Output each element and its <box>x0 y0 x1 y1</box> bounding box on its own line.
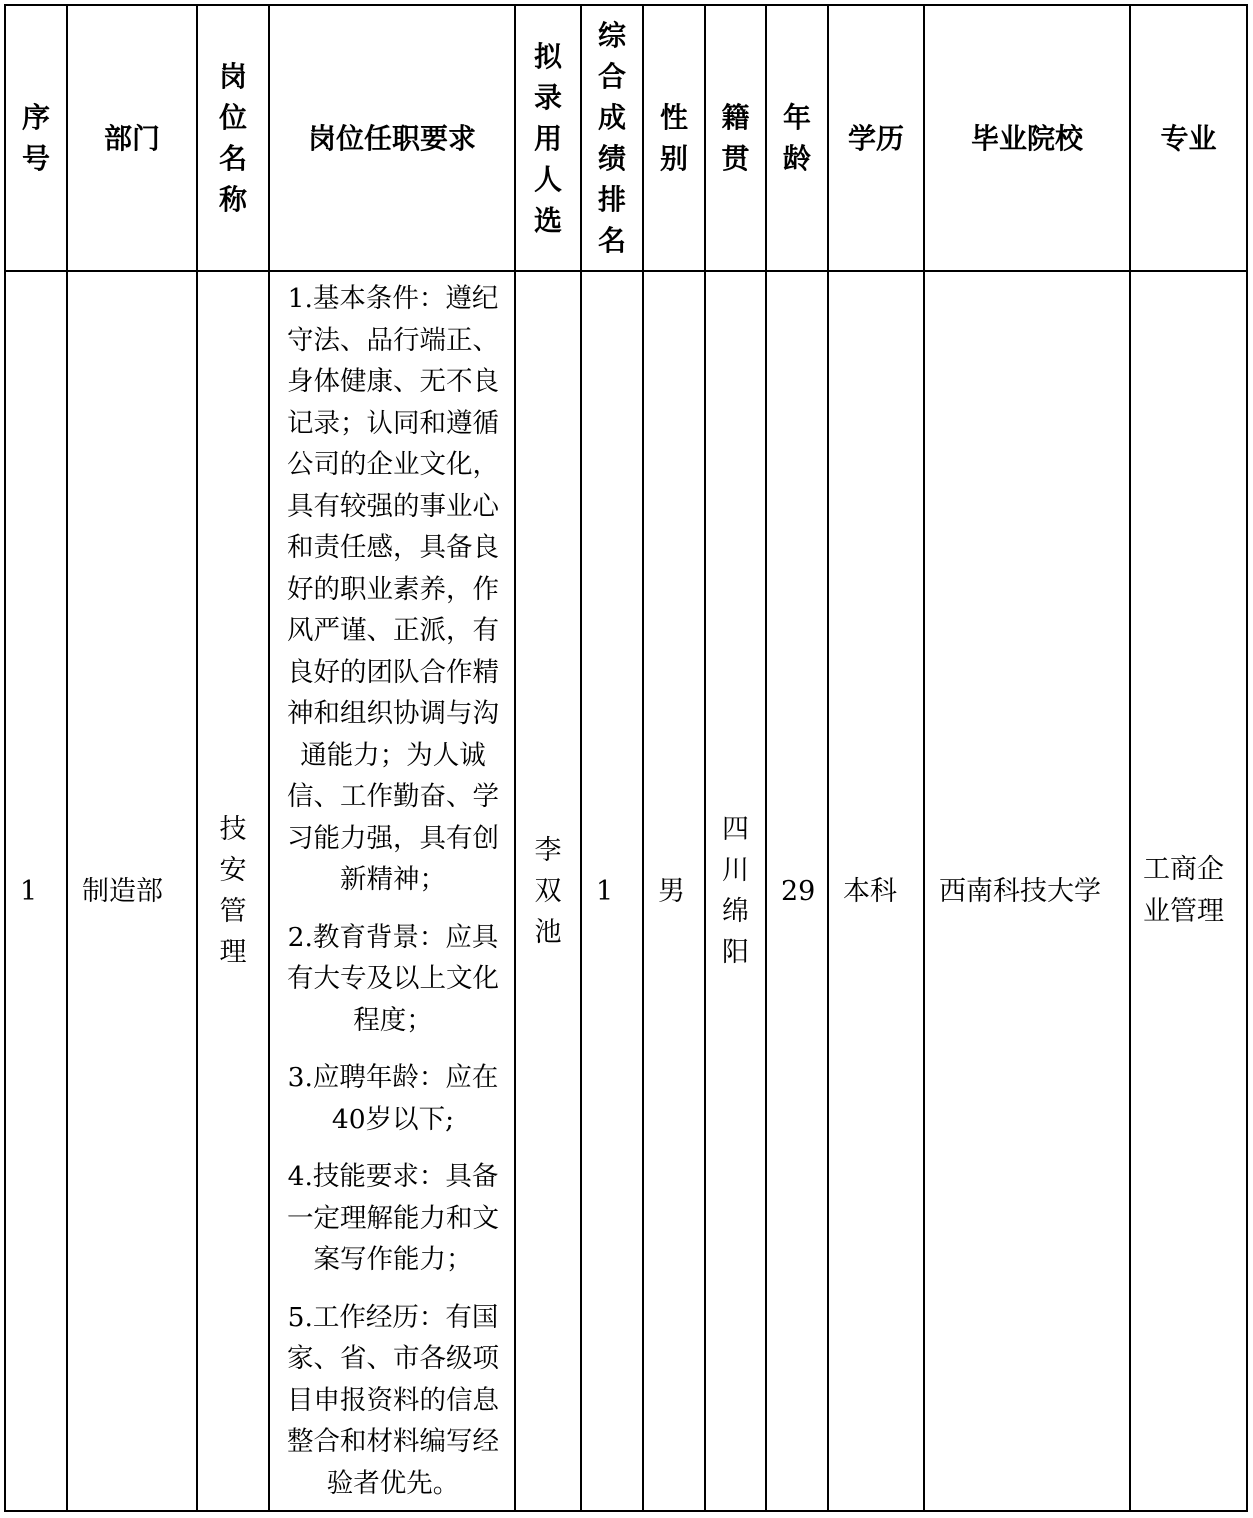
header-requirements: 岗位任职要求 <box>269 5 515 271</box>
header-candidate <box>515 5 581 271</box>
cell-age: 29 <box>766 271 828 1511</box>
cell-dept: 制造部 <box>67 271 197 1511</box>
cell-rank: 1 <box>581 271 643 1511</box>
header-row <box>5 5 1247 271</box>
requirement-item-1: 1.基本条件：遵纪守法、品行端正、身体健康、无不良记录；认同和遵循公司的企业文化，具有较强的事业心和责任感，具备良好的职业素养，作风严谨、正派，有良好的团队合作精神和组织协调与沟通能力；为人诚信、工作勤奋、学习能力强，具有创新精神； <box>287 283 499 895</box>
header-education: 学历 <box>828 5 924 271</box>
header-rank: 综合成绩排名 <box>581 5 643 271</box>
header-origin: 籍贯 <box>705 5 766 271</box>
header-seq: 序号 <box>5 5 67 271</box>
header-position: 岗位名称 <box>197 5 269 271</box>
table-row <box>5 271 1247 1511</box>
header-gender: 性别 <box>643 5 705 271</box>
cell-requirements <box>269 271 515 1511</box>
cell-school: 西南科技大学 <box>924 271 1130 1511</box>
header-candidate-line2: 人选 <box>534 162 563 237</box>
requirement-item-4: 4.技能要求：具备一定理解能力和文案写作能力； <box>287 1161 499 1275</box>
header-dept: 部门 <box>67 5 197 271</box>
cell-origin: 四川绵阳 <box>705 271 766 1511</box>
requirement-item-5: 5.工作经历：有国家、省、市各级项目申报资料的信息整合和材料编写经验者优先。 <box>287 1301 499 1499</box>
cell-candidate: 李双池 <box>515 271 581 1511</box>
header-school: 毕业院校 <box>924 5 1130 271</box>
requirement-item-2: 2.教育背景：应具有大专及以上文化程度； <box>287 921 499 1036</box>
requirement-item-3: 3.应聘年龄：应在40岁以下; <box>287 1062 499 1135</box>
cell-gender: 男 <box>643 271 705 1511</box>
header-candidate-line1: 拟录用 <box>534 39 563 155</box>
header-age: 年龄 <box>766 5 828 271</box>
cell-education: 本科 <box>828 271 924 1511</box>
recruitment-table <box>4 4 1248 1512</box>
cell-position: 技安管理 <box>197 271 269 1511</box>
header-major: 专业 <box>1130 5 1247 271</box>
cell-major: 工商企业管理 <box>1130 271 1247 1511</box>
cell-seq: 1 <box>5 271 67 1511</box>
